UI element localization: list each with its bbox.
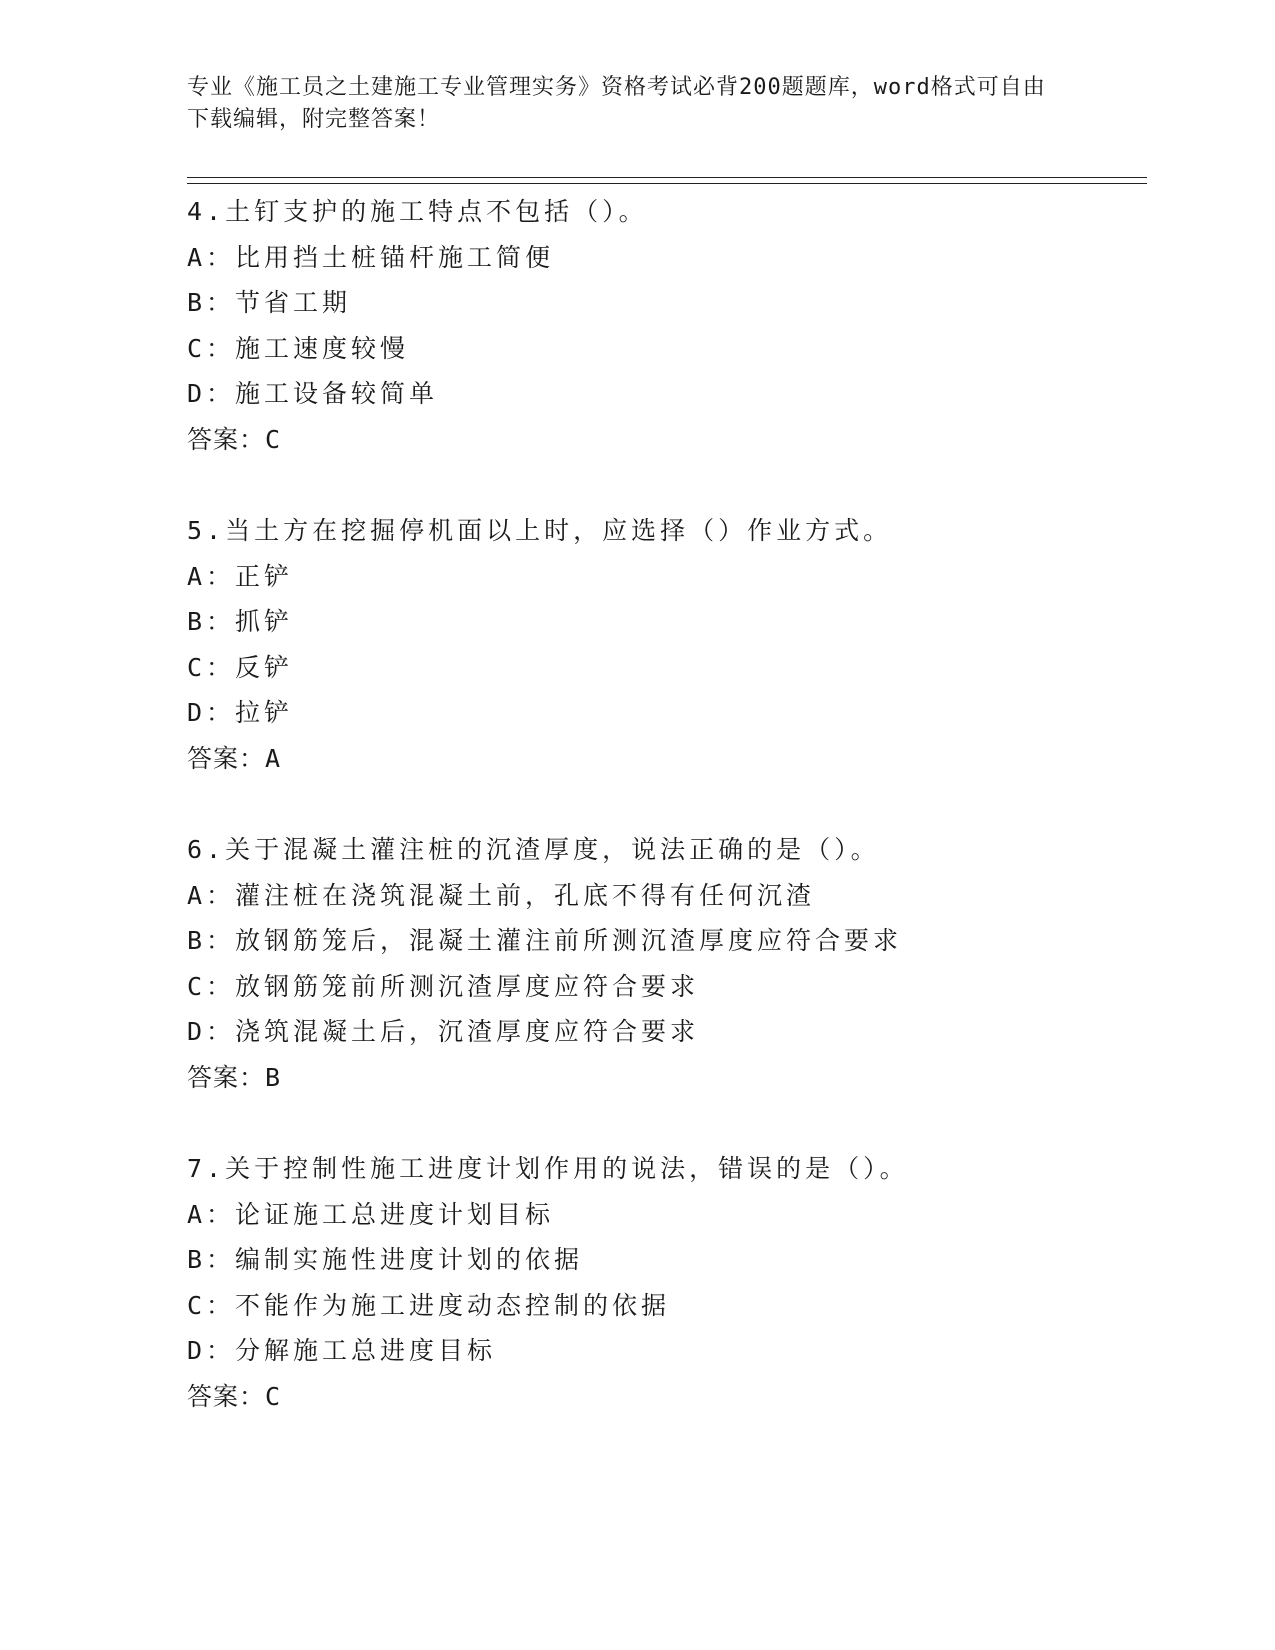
answer-line (187, 417, 1147, 463)
answer-value: B (265, 1062, 282, 1092)
option-b: B：节省工期 (187, 288, 352, 318)
answer-label: 答案： (187, 743, 266, 773)
question-stem: 6.关于混凝土灌注桩的沉渣厚度，说法正确的是（）。 (187, 835, 880, 864)
option-a: A：正铲 (187, 561, 294, 591)
option-d: D：浇筑混凝土后，沉渣厚度应符合要求 (187, 1017, 700, 1047)
question-7 (187, 1146, 1147, 1420)
option-b: B：放钢筋笼后，混凝土灌注前所测沉渣厚度应符合要求 (187, 926, 903, 956)
option-c: C：放钢筋笼前所测沉渣厚度应符合要求 (187, 971, 700, 1001)
option-a: A：论证施工总进度计划目标 (187, 1199, 555, 1229)
question-stem: 7.关于控制性施工进度计划作用的说法，错误的是（）。 (187, 1154, 909, 1183)
option-c: C：不能作为施工进度动态控制的依据 (187, 1290, 671, 1320)
option-b: B：编制实施性进度计划的依据 (187, 1245, 584, 1275)
answer-label: 答案： (187, 424, 266, 454)
answer-value: A (265, 743, 282, 773)
option-c: C：施工速度较慢 (187, 333, 410, 363)
question-5 (187, 508, 1147, 782)
answer-label: 答案： (187, 1381, 266, 1411)
document-header: 专业《施工员之土建施工专业管理实务》资格考试必背200题题库，word格式可自由下载编辑，附完整答案！ (187, 75, 1046, 132)
option-d: D：施工设备较简单 (187, 379, 439, 409)
option-a: A：比用挡土桩锚杆施工简便 (187, 242, 555, 272)
answer-line (187, 1055, 1147, 1101)
answer-value: C (265, 1381, 282, 1411)
answer-line (187, 1374, 1147, 1420)
answer-label: 答案： (187, 1062, 266, 1092)
question-stem: 4.土钉支护的施工特点不包括（）。 (187, 197, 648, 226)
answer-value: C (265, 424, 282, 454)
option-d: D：分解施工总进度目标 (187, 1336, 497, 1366)
option-a: A：灌注桩在浇筑混凝土前，孔底不得有任何沉渣 (187, 880, 816, 910)
option-c: C：反铲 (187, 652, 294, 682)
option-b: B：抓铲 (187, 607, 294, 637)
option-d: D：拉铲 (187, 698, 294, 728)
header-divider-top (187, 177, 1147, 178)
answer-line (187, 736, 1147, 782)
question-stem: 5.当土方在挖掘停机面以上时，应选择（）作业方式。 (187, 516, 893, 545)
header-divider-bottom (187, 183, 1147, 184)
question-6 (187, 827, 1147, 1101)
question-4 (187, 189, 1147, 463)
